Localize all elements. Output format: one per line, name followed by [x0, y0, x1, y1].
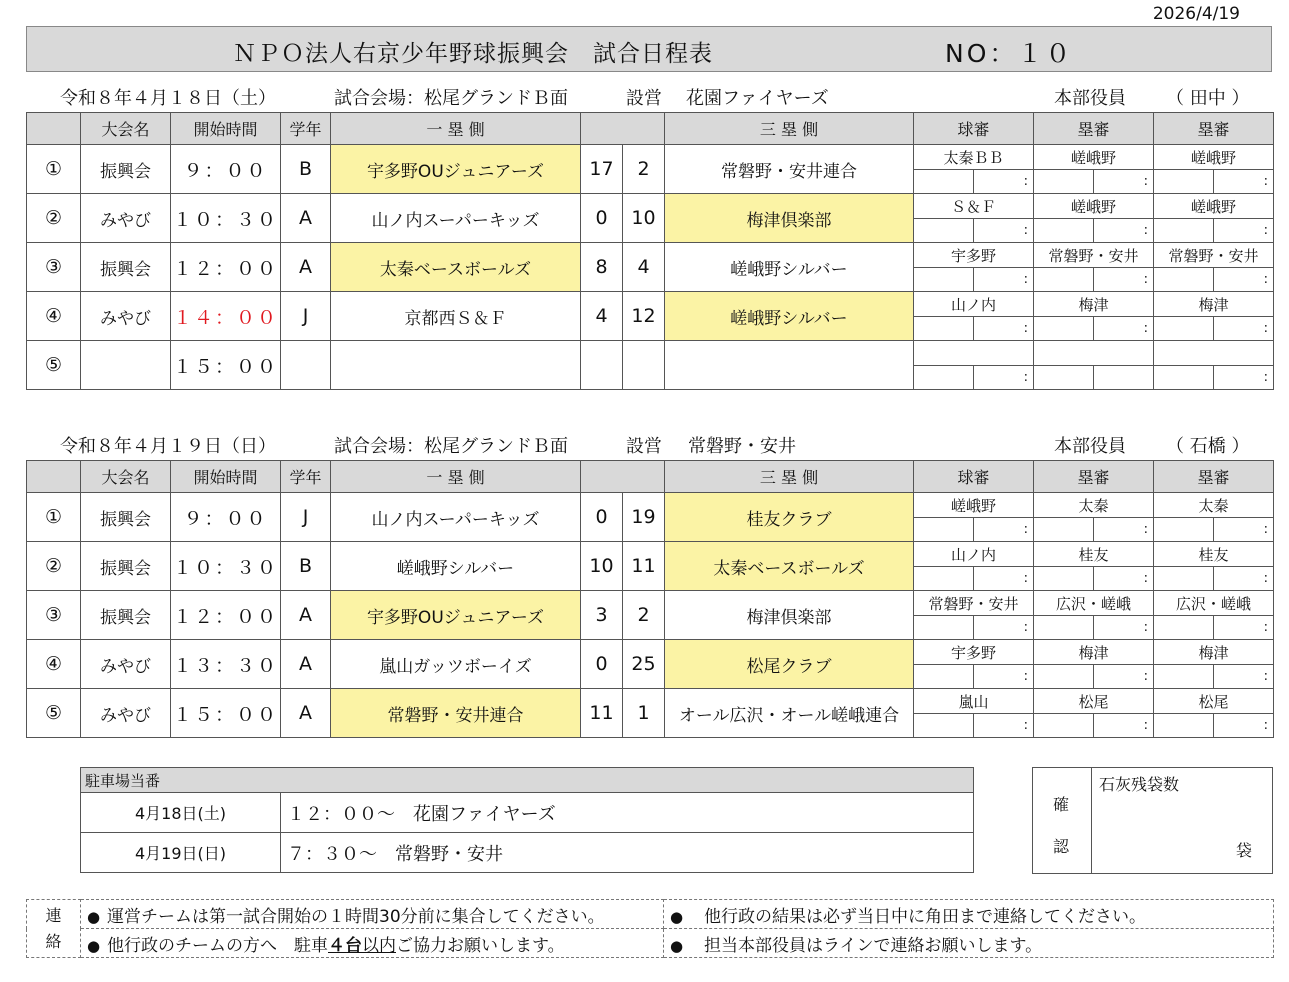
note-text: 担当本部役員はラインで連絡お願いします。 [704, 935, 1043, 956]
notes-label [27, 900, 81, 958]
time-slot [1034, 518, 1094, 542]
base-umpire-1: 松尾 [1034, 689, 1154, 714]
time-slot: : [1214, 219, 1274, 243]
col-score [581, 113, 665, 145]
time-slot: : [974, 665, 1034, 689]
first-base-team: 嵯峨野シルバー [331, 542, 581, 591]
base-umpire-2 [1154, 341, 1274, 366]
time-slot [914, 170, 974, 194]
grade: B [281, 542, 331, 591]
confirm-box [1032, 767, 1273, 874]
parking-info: ７：３０～ 常磐野・安井 [281, 833, 974, 873]
grade: A [281, 689, 331, 738]
third-base-team: 嵯峨野シルバー [665, 292, 914, 341]
time-slot: : [1094, 317, 1154, 341]
event-name: みやび [81, 292, 171, 341]
time-slot: : [1214, 616, 1274, 640]
base-umpire-2: 常磐野・安井 [1154, 243, 1274, 268]
event-name: 振興会 [81, 493, 171, 542]
game-number: ⑤ [27, 341, 81, 390]
bullet-icon: ● [87, 907, 101, 926]
score-third: 10 [623, 194, 665, 243]
time-slot: : [974, 170, 1034, 194]
game-number: ④ [27, 292, 81, 341]
game-row [27, 542, 1274, 567]
game-number: ④ [27, 640, 81, 689]
bag-unit: 袋 [1235, 841, 1252, 860]
time-slot [914, 317, 974, 341]
base-umpire-1: 常磐野・安井 [1034, 243, 1154, 268]
score-third: 11 [623, 542, 665, 591]
col-ump-ball: 球審 [914, 461, 1034, 493]
time-slot: : [1094, 219, 1154, 243]
time-slot [1154, 567, 1214, 591]
first-base-team: 山ノ内スーパーキッズ [331, 493, 581, 542]
time-slot: : [1094, 518, 1154, 542]
time-slot: : [974, 567, 1034, 591]
score-third: 2 [623, 591, 665, 640]
game-row [27, 145, 1274, 170]
ball-umpire: 宇多野 [914, 243, 1034, 268]
parking-row [81, 793, 974, 833]
note-text: ご協力お願いします。 [396, 935, 565, 956]
game-row [27, 493, 1274, 518]
time-slot: : [974, 317, 1034, 341]
day1-officer: （ 田中 ） [1166, 88, 1250, 109]
first-base-team: 宇多野OUジュニアーズ [331, 145, 581, 194]
third-base-team: 太秦ベースボールズ [665, 542, 914, 591]
score-first: 3 [581, 591, 623, 640]
score-third: 1 [623, 689, 665, 738]
base-umpire-1: 太秦 [1034, 493, 1154, 518]
game-row [27, 689, 1274, 714]
document-number: NO：１０ [945, 39, 1074, 68]
col-start: 開始時間 [171, 113, 281, 145]
base-umpire-2: 松尾 [1154, 689, 1274, 714]
event-name: 振興会 [81, 542, 171, 591]
score-first: 4 [581, 292, 623, 341]
grade: J [281, 493, 331, 542]
start-time: １０：３０ [171, 194, 281, 243]
parking-date: 4月19日(日) [81, 833, 281, 873]
col-no [27, 113, 81, 145]
col-third: 三 塁 側 [665, 461, 914, 493]
col-ump-base1: 塁審 [1034, 113, 1154, 145]
score-third: 4 [623, 243, 665, 292]
time-slot [1034, 714, 1094, 738]
base-umpire-1: 広沢・嵯峨 [1034, 591, 1154, 616]
game-row [27, 194, 1274, 219]
time-slot [1154, 219, 1214, 243]
day1-setup-team: 花園ファイヤーズ [686, 88, 829, 109]
start-time: １２：００ [171, 243, 281, 292]
time-slot [914, 219, 974, 243]
base-umpire-1: 嵯峨野 [1034, 194, 1154, 219]
score-first: 11 [581, 689, 623, 738]
time-slot: : [1214, 714, 1274, 738]
event-name: みやび [81, 640, 171, 689]
third-base-team: 梅津倶楽部 [665, 194, 914, 243]
col-event: 大会名 [81, 461, 171, 493]
table-header-row [27, 461, 1274, 493]
first-base-team: 太秦ベースボールズ [331, 243, 581, 292]
start-time: １５：００ [171, 689, 281, 738]
grade [281, 341, 331, 390]
score-first: 0 [581, 194, 623, 243]
score-first: 0 [581, 493, 623, 542]
game-row [27, 591, 1274, 616]
event-name: 振興会 [81, 591, 171, 640]
day2-setup-label: 設営 [626, 436, 662, 457]
time-slot [1154, 714, 1214, 738]
day1-officer-label: 本部役員 [1054, 88, 1126, 109]
event-name: みやび [81, 689, 171, 738]
parking-info: １２：００～ 花園ファイヤーズ [281, 793, 974, 833]
score-first [581, 341, 623, 390]
base-umpire-2: 広沢・嵯峨 [1154, 591, 1274, 616]
first-base-team: 嵐山ガッツボーイズ [331, 640, 581, 689]
day2-setup-team: 常磐野・安井 [688, 436, 796, 457]
note-item [664, 929, 1274, 958]
col-third: 三 塁 側 [665, 113, 914, 145]
title-bar [26, 26, 1272, 72]
divider [1091, 768, 1092, 873]
game-number: ② [27, 542, 81, 591]
time-slot [1154, 665, 1214, 689]
notes-label-1: 連 [45, 905, 62, 925]
time-slot [1034, 366, 1094, 390]
first-base-team: 山ノ内スーパーキッズ [331, 194, 581, 243]
time-slot [1034, 665, 1094, 689]
grade: A [281, 194, 331, 243]
base-umpire-2: 桂友 [1154, 542, 1274, 567]
score-third: 2 [623, 145, 665, 194]
grade: A [281, 243, 331, 292]
note-text: 運営チームは第一試合開始の１時間30分前に集合してください。 [107, 906, 605, 927]
game-number: ① [27, 145, 81, 194]
col-event: 大会名 [81, 113, 171, 145]
col-grade: 学年 [281, 461, 331, 493]
time-slot [1034, 170, 1094, 194]
score-third: 19 [623, 493, 665, 542]
base-umpire-1: 嵯峨野 [1034, 145, 1154, 170]
time-slot [1154, 317, 1214, 341]
base-umpire-1: 梅津 [1034, 292, 1154, 317]
base-umpire-2: 梅津 [1154, 292, 1274, 317]
event-name: 振興会 [81, 145, 171, 194]
time-slot: : [1214, 518, 1274, 542]
base-umpire-2: 梅津 [1154, 640, 1274, 665]
event-name: みやび [81, 194, 171, 243]
time-slot: : [1094, 170, 1154, 194]
ball-umpire: 嵯峨野 [914, 493, 1034, 518]
time-slot [1034, 567, 1094, 591]
col-ump-base1: 塁審 [1034, 461, 1154, 493]
col-first: 一 塁 側 [331, 461, 581, 493]
time-slot: : [1094, 714, 1154, 738]
time-slot: : [974, 518, 1034, 542]
time-slot: : [1214, 317, 1274, 341]
time-slot [1034, 616, 1094, 640]
score-first: 0 [581, 640, 623, 689]
score-first: 8 [581, 243, 623, 292]
time-slot: : [1214, 665, 1274, 689]
document-date: 2026/4/19 [1152, 4, 1240, 24]
ball-umpire: 嵐山 [914, 689, 1034, 714]
game-number: ③ [27, 243, 81, 292]
score-first: 17 [581, 145, 623, 194]
time-slot: : [1094, 616, 1154, 640]
base-umpire-2: 嵯峨野 [1154, 145, 1274, 170]
first-base-team [331, 341, 581, 390]
start-time: １５：００ [171, 341, 281, 390]
note-item [664, 900, 1274, 929]
third-base-team: 梅津倶楽部 [665, 591, 914, 640]
confirm-label-2: 認 [1053, 837, 1070, 856]
time-slot [1154, 268, 1214, 292]
score-third: 12 [623, 292, 665, 341]
time-slot [914, 366, 974, 390]
time-slot [914, 665, 974, 689]
third-base-team: 嵯峨野シルバー [665, 243, 914, 292]
first-base-team: 宇多野OUジュニアーズ [331, 591, 581, 640]
note-text: 他行政の結果は必ず当日中に角田まで連絡してください。 [704, 906, 1146, 927]
time-slot: : [1214, 170, 1274, 194]
day2-officer-label: 本部役員 [1054, 436, 1126, 457]
time-slot [1154, 366, 1214, 390]
base-umpire-1 [1034, 341, 1154, 366]
time-slot: : [1214, 366, 1274, 390]
time-slot: : [1094, 268, 1154, 292]
table-header-row [27, 113, 1274, 145]
col-ump-base2: 塁審 [1154, 461, 1274, 493]
parking-date: 4月18日(土) [81, 793, 281, 833]
ball-umpire: 常磐野・安井 [914, 591, 1034, 616]
confirm-label-1: 確 [1053, 795, 1070, 814]
game-row [27, 640, 1274, 665]
game-number: ③ [27, 591, 81, 640]
schedule-table-day1 [26, 112, 1274, 390]
base-umpire-2: 嵯峨野 [1154, 194, 1274, 219]
game-number: ① [27, 493, 81, 542]
grade: A [281, 640, 331, 689]
time-slot [1154, 518, 1214, 542]
third-base-team: オール広沢・オール嵯峨連合 [665, 689, 914, 738]
day2-officer: （ 石橋 ） [1166, 436, 1250, 457]
note-underline: 以内 [362, 935, 396, 956]
start-time: １０：３０ [171, 542, 281, 591]
event-name: 振興会 [81, 243, 171, 292]
day1-setup-label: 設営 [626, 88, 662, 109]
game-number: ⑤ [27, 689, 81, 738]
day2-header [26, 428, 1272, 458]
ball-umpire: 山ノ内 [914, 542, 1034, 567]
bullet-icon: ● [87, 936, 101, 955]
third-base-team: 松尾クラブ [665, 640, 914, 689]
base-umpire-1: 梅津 [1034, 640, 1154, 665]
time-slot [914, 714, 974, 738]
col-first: 一 塁 側 [331, 113, 581, 145]
note-item [81, 900, 664, 929]
ball-umpire: 宇多野 [914, 640, 1034, 665]
note-emphasis: ４台 [328, 935, 362, 956]
note-item [81, 929, 664, 958]
grade: A [281, 591, 331, 640]
time-slot [914, 268, 974, 292]
parking-row [81, 833, 974, 873]
time-slot: : [1094, 665, 1154, 689]
time-slot: : [974, 366, 1034, 390]
game-row [27, 341, 1274, 366]
start-time: ９：００ [171, 145, 281, 194]
time-slot [914, 518, 974, 542]
time-slot [914, 567, 974, 591]
ball-umpire [914, 341, 1034, 366]
day1-venue: 試合会場：松尾グランドＢ面 [334, 88, 568, 109]
grade: J [281, 292, 331, 341]
time-slot [914, 616, 974, 640]
col-score [581, 461, 665, 493]
col-grade: 学年 [281, 113, 331, 145]
base-umpire-2: 太秦 [1154, 493, 1274, 518]
bullet-icon: ● [670, 936, 684, 955]
third-base-team: 常磐野・安井連合 [665, 145, 914, 194]
parking-duty-table [80, 767, 974, 873]
score-third: 25 [623, 640, 665, 689]
col-ump-ball: 球審 [914, 113, 1034, 145]
time-slot [1154, 170, 1214, 194]
notes-table [26, 899, 1274, 958]
ball-umpire: 山ノ内 [914, 292, 1034, 317]
time-slot [1094, 366, 1154, 390]
game-row [27, 292, 1274, 317]
base-umpire-1: 桂友 [1034, 542, 1154, 567]
day1-date: 令和８年４月１８日（土） [60, 88, 276, 109]
col-start: 開始時間 [171, 461, 281, 493]
event-name [81, 341, 171, 390]
ball-umpire: Ｓ＆Ｆ [914, 194, 1034, 219]
score-third [623, 341, 665, 390]
time-slot: : [974, 616, 1034, 640]
col-no [27, 461, 81, 493]
day2-venue: 試合会場：松尾グランドＢ面 [334, 436, 568, 457]
day2-date: 令和８年４月１９日（日） [60, 436, 276, 457]
time-slot: : [974, 219, 1034, 243]
third-base-team [665, 341, 914, 390]
time-slot [1034, 219, 1094, 243]
day1-header [26, 80, 1272, 110]
time-slot: : [974, 268, 1034, 292]
lime-bag-count-label: 石灰残袋数 [1099, 775, 1180, 794]
first-base-team: 京都西Ｓ＆Ｆ [331, 292, 581, 341]
schedule-table-day2 [26, 460, 1274, 738]
time-slot: : [974, 714, 1034, 738]
note-text: 他行政のチームの方へ 駐車 [107, 935, 328, 956]
game-row [27, 243, 1274, 268]
notes-label-2: 絡 [45, 931, 62, 951]
start-time: １３：３０ [171, 640, 281, 689]
start-time: １２：００ [171, 591, 281, 640]
grade: B [281, 145, 331, 194]
first-base-team: 常磐野・安井連合 [331, 689, 581, 738]
time-slot: : [1214, 567, 1274, 591]
start-time: １４：００ [171, 292, 281, 341]
start-time: ９：００ [171, 493, 281, 542]
game-number: ② [27, 194, 81, 243]
time-slot [1034, 317, 1094, 341]
page-title: ＮＰＯ法人右京少年野球振興会 試合日程表 [233, 41, 713, 67]
time-slot [1154, 616, 1214, 640]
parking-title: 駐車場当番 [81, 768, 974, 793]
ball-umpire: 太秦ＢＢ [914, 145, 1034, 170]
time-slot: : [1094, 567, 1154, 591]
third-base-team: 桂友クラブ [665, 493, 914, 542]
score-first: 10 [581, 542, 623, 591]
time-slot [1034, 268, 1094, 292]
col-ump-base2: 塁審 [1154, 113, 1274, 145]
time-slot: : [1214, 268, 1274, 292]
bullet-icon: ● [670, 907, 684, 926]
